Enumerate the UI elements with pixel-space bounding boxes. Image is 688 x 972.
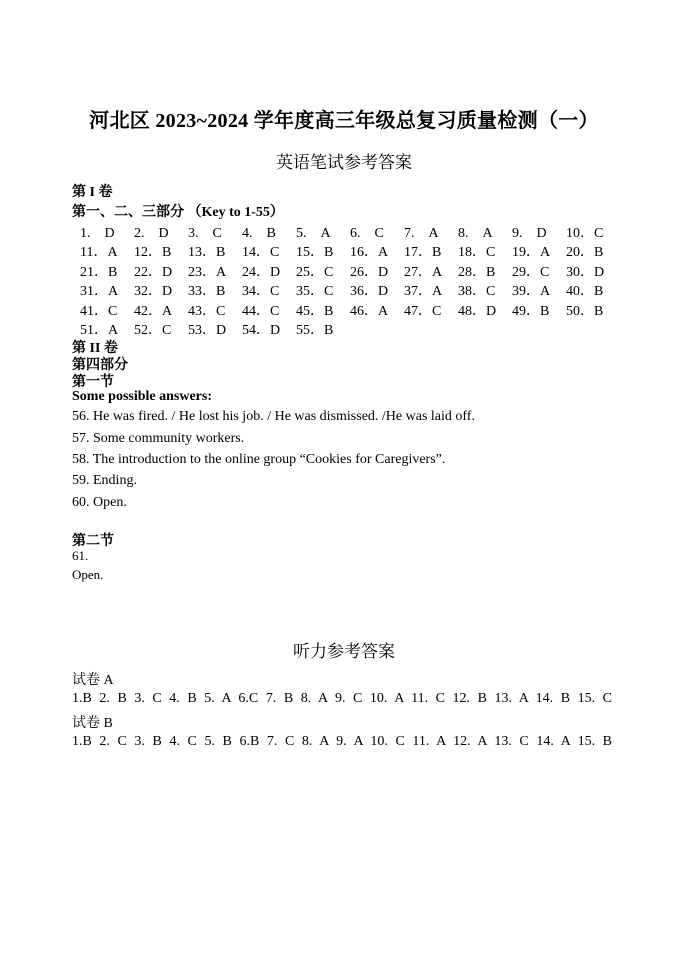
paper-a-answers: 1.B 2. B 3. C 4. B 5. A 6.C 7. B 8. A 9. C 10. A 11. C 12. B 13. A 14. B 15. C <box>72 691 612 706</box>
listening-heading: 听力参考答案 <box>293 642 395 661</box>
answer-key-cell: 8. A <box>458 226 493 241</box>
answer-key-cell: 25．C <box>296 264 334 280</box>
answer-key-cell: 45．B <box>296 303 334 319</box>
answer-key-row <box>72 241 612 260</box>
paper-b-answers: 1.B 2. C 3. B 4. C 5. B 6.B 7. C 8. A 9. A 10. C 11. A 12. A 13. C 14. A 15. B <box>72 734 612 749</box>
answer-key-cell: 19．A <box>512 245 551 261</box>
answer-key-cell: 5. A <box>296 226 331 241</box>
answer-key-cell: 55．B <box>296 322 334 338</box>
paper-a-label: 试卷 A <box>72 673 114 688</box>
answer-key-cell: 41．C <box>80 303 118 319</box>
answer-key-cell: 17．B <box>404 245 442 261</box>
answer-key-cell: 29．C <box>512 264 550 280</box>
answer-key-cell: 22．D <box>134 264 173 280</box>
answer-61: Open. <box>72 567 104 582</box>
answer-key-cell: 14．C <box>242 245 280 261</box>
question-61: 61. <box>72 548 89 563</box>
answer-key-cell: 23．A <box>188 264 227 280</box>
answer-key-cell: 50．B <box>566 303 604 319</box>
answer-key-cell: 32．D <box>134 284 173 300</box>
answer-key-cell: 12．B <box>134 245 172 261</box>
answer-key-row <box>72 222 612 241</box>
answer-key-cell: 26．D <box>350 264 389 280</box>
answer-key-row <box>72 280 612 299</box>
answer-key-cell: 15．B <box>296 245 334 261</box>
answer-key-cell: 44．C <box>242 303 280 319</box>
answer-key-cell: 9. D <box>512 226 547 241</box>
answer-key-cell: 48．D <box>458 303 497 319</box>
answer-key-cell: 13．B <box>188 245 226 261</box>
answer-key-cell: 52．C <box>134 322 172 338</box>
document-title: 河北区 2023~2024 学年度高三年级总复习质量检测（一） <box>89 110 599 132</box>
answer-58: 58. The introduction to the online group “Cookies for Caregivers”. <box>72 452 446 467</box>
answer-key-cell: 43．C <box>188 303 226 319</box>
answer-key-cell: 27．A <box>404 264 443 280</box>
answer-key-cell: 54．D <box>242 322 281 338</box>
answer-key-cell: 7. A <box>404 226 439 241</box>
part1-label: 第 I 卷 <box>72 185 113 200</box>
answer-key-cell: 40．B <box>566 284 604 300</box>
answer-key-grid <box>72 222 612 338</box>
answer-key-cell: 24．D <box>242 264 281 280</box>
answer-key-cell: 4. B <box>242 226 276 241</box>
written-answers-heading: 英语笔试参考答案 <box>276 153 412 172</box>
answer-key-cell: 6. C <box>350 226 384 241</box>
answer-57: 57. Some community workers. <box>72 431 245 446</box>
answer-key-cell: 42．A <box>134 303 173 319</box>
answer-key-cell: 34．C <box>242 284 280 300</box>
section1-label: 第一节 <box>72 375 114 390</box>
answer-60: 60. Open. <box>72 495 127 510</box>
answer-key-row <box>72 300 612 319</box>
answer-key-row <box>72 319 612 338</box>
part4-label: 第四部分 <box>72 358 128 373</box>
answer-key-cell: 33．B <box>188 284 226 300</box>
answer-key-cell: 16．A <box>350 245 389 261</box>
answer-key-cell: 3. C <box>188 226 222 241</box>
answer-key-cell: 38．C <box>458 284 496 300</box>
answer-key-cell: 28．B <box>458 264 496 280</box>
answer-key-cell: 10．C <box>566 226 604 241</box>
answer-key-cell: 2. D <box>134 226 169 241</box>
answer-key-cell: 39．A <box>512 284 551 300</box>
answer-key-cell: 20．B <box>566 245 604 261</box>
answer-59: 59. Ending. <box>72 473 137 488</box>
answer-key-cell: 36．D <box>350 284 389 300</box>
answer-key-cell: 1. D <box>80 226 115 241</box>
answer-key-cell: 51．A <box>80 322 119 338</box>
answer-key-cell: 30．D <box>566 264 605 280</box>
part2-label: 第 II 卷 <box>72 341 118 356</box>
answer-56: 56. He was fired. / He lost his job. / He was dismissed. /He was laid off. <box>72 409 475 424</box>
answer-key-cell: 35．C <box>296 284 334 300</box>
answer-key-cell: 18．C <box>458 245 496 261</box>
answers-heading: Some possible answers: <box>72 389 213 404</box>
answer-key-cell: 46．A <box>350 303 389 319</box>
answer-key-row <box>72 261 612 280</box>
answer-key-cell: 53．D <box>188 322 227 338</box>
answer-key-cell: 11．A <box>80 245 118 261</box>
part1-section-label: 第一、二、三部分 （Key to 1-55） <box>72 205 284 220</box>
answer-key-cell: 47．C <box>404 303 442 319</box>
answer-key-cell: 37．A <box>404 284 443 300</box>
answer-key-cell: 21．B <box>80 264 118 280</box>
paper-b-label: 试卷 B <box>72 716 113 731</box>
answer-key-cell: 49．B <box>512 303 550 319</box>
answer-key-cell: 31．A <box>80 284 119 300</box>
section2-label: 第二节 <box>72 534 114 549</box>
